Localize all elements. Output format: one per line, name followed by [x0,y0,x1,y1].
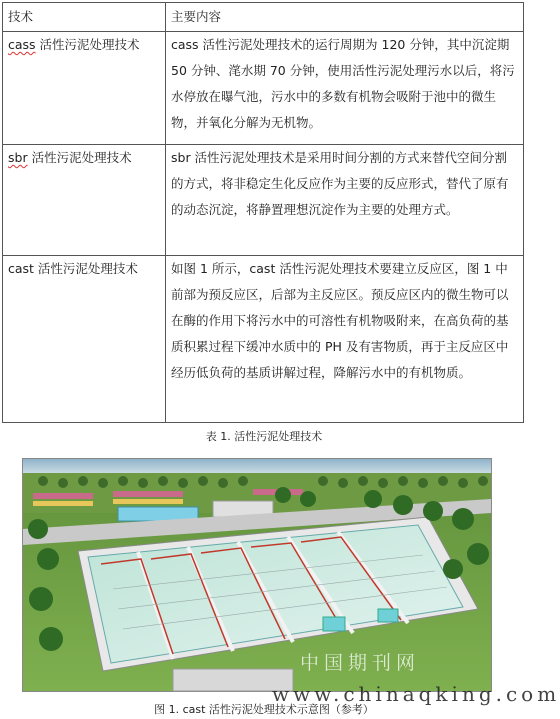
table-cell-content: 如图 1 所示，cast 活性污泥处理技术要建立反应区，图 1 中前部为预反应区，后部为主反应区。预反应区内的微生物可以在酶的作用下将污水中的可溶性有机物吸附来，在高负荷的基质积累过程下缓冲水质中的 PH 及有害物质，再于主反应区中经历低负荷的基质讲解过程，降解污水中的有机物质。 [166,256,524,423]
technology-table [2,2,524,423]
spellcheck-underline: cass [8,37,36,52]
cast-process-rendering [22,458,492,692]
table-caption: 表 1. 活性污泥处理技术 [205,430,323,443]
table-cell-tech: cast 活性污泥处理技术 [3,256,166,423]
figure-caption: 图 1. cast 活性污泥处理技术示意图（参考） [154,703,374,716]
table-cell-tech [3,145,166,256]
table-header-tech: 技术 [3,3,166,32]
watermark-url: www.chinaqking.com [272,682,560,706]
table-cell-tech [3,32,166,145]
table-row [3,32,524,145]
spellcheck-underline: sbr [8,150,28,165]
tech-name: cass 活性污泥处理技术 [8,37,140,52]
table-row [3,256,524,423]
watermark-cn: 中国期刊网 [300,652,421,674]
table-cell-content: cass 活性污泥处理技术的运行周期为 120 分钟，其中沉淀期 50 分钟、滗水期 70 分钟，使用活性污泥处理污水以后，将污水停放在曝气池，污水中的多数有机物会吸附于池中的微生物，并氧化分解为无机物。 [166,32,524,145]
plant-illustration [23,459,491,691]
tech-name: sbr 活性污泥处理技术 [8,150,132,165]
table-cell-content: sbr 活性污泥处理技术是采用时间分割的方式来替代空间分割的方式，将非稳定生化反应作为主要的反应形式，替代了原有的动态沉淀，将静置理想沉淀作为主要的处理方式。 [166,145,524,256]
table-header-content: 主要内容 [166,3,524,32]
table-row [3,145,524,256]
